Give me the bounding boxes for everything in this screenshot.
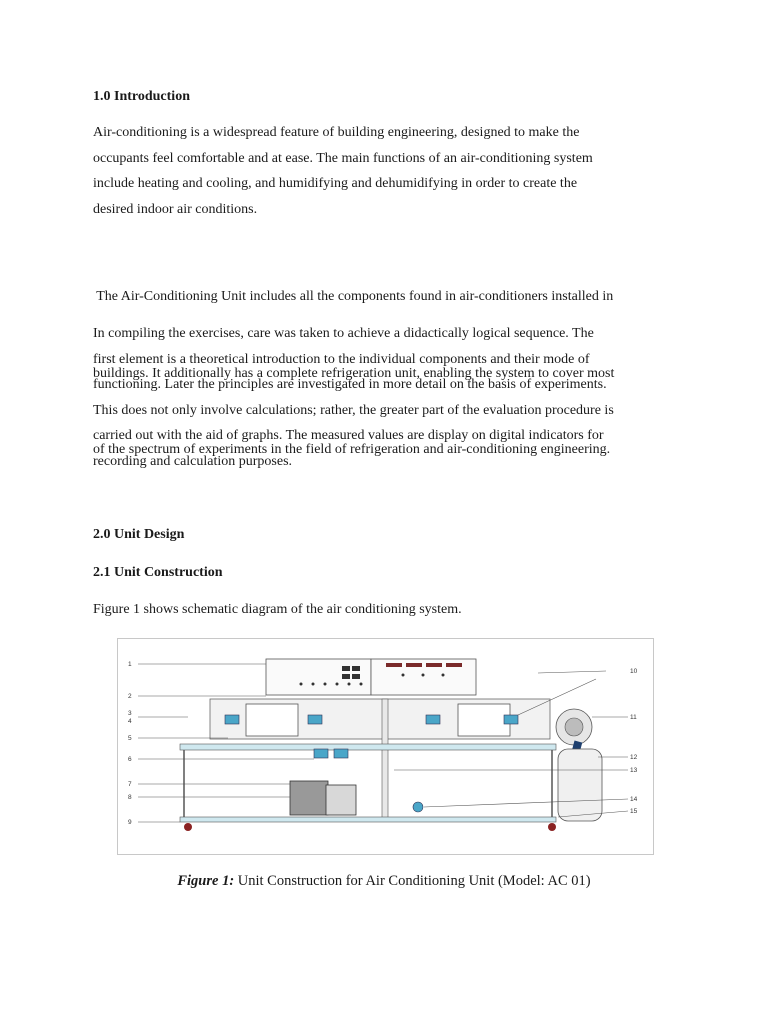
text-line: desired indoor air conditions. [93, 201, 258, 217]
text-line: The Air-Conditioning Unit includes all the components found in air-conditioners installed in [93, 289, 614, 304]
text-line: include heating and cooling, and humidifying and dehumidifying in order to create the [93, 176, 578, 191]
unit-construction-heading: 2.1 Unit Construction [93, 565, 223, 580]
callout-label: 4 [128, 718, 132, 725]
figure-1-caption [0, 873, 768, 890]
frame-top-rail [180, 744, 556, 750]
callout-label: 1 [128, 661, 132, 668]
text-line: In compiling the exercises, care was taken to achieve a didactically logical sequence. The [93, 326, 594, 341]
callout-label: 6 [128, 756, 132, 763]
evaporator-section [458, 704, 510, 736]
unit-design-heading: 2.0 Unit Design [93, 527, 185, 542]
text-line: carried out with the aid of graphs. The measured values are display on digital indicators for [93, 428, 604, 443]
condenser [326, 785, 356, 815]
caption-label: Figure 1: [177, 873, 235, 889]
intro-paragraph-3 [93, 321, 653, 474]
text-line: buildings. It additionally has a complete refrigeration unit, enabling the system to cover most [93, 365, 615, 381]
caption-text: Unit Construction for Air Conditioning Unit (Model: AC 01) [234, 873, 591, 889]
text-line: first element is a theoretical introduction to the individual components and their mode of [93, 351, 590, 367]
callout-label: 11 [630, 714, 637, 721]
callout-label: 15 [630, 808, 638, 815]
pump-icon [413, 802, 423, 812]
figure-intro-paragraph: Figure 1 shows schematic diagram of the air conditioning system. [93, 602, 462, 617]
callout-label: 7 [128, 781, 132, 788]
callout-label: 13 [630, 767, 638, 774]
text-line: of the spectrum of experiments in the field of refrigeration and air-conditioning engineering. [93, 442, 611, 457]
callout-label: 10 [630, 668, 638, 675]
callout-label: 5 [128, 735, 132, 742]
vertical-pipe [382, 699, 388, 819]
text-line: functioning. Later the principles are investigated in more detail on the basis of experiments. [93, 377, 607, 392]
intro-heading: 1.0 Introduction [93, 89, 190, 104]
compressor [290, 781, 328, 815]
text-line: recording and calculation purposes. [93, 453, 293, 469]
callout-label: 9 [128, 819, 132, 826]
callout-label: 12 [630, 754, 638, 761]
frame-base-rail [180, 817, 556, 822]
water-tank [558, 749, 602, 821]
heater-section [246, 704, 298, 736]
intro-paragraph-1 [93, 120, 653, 222]
callout-label: 8 [128, 794, 132, 801]
wheel-icon [184, 823, 192, 831]
callout-label: 3 [128, 710, 132, 717]
callout-label: 14 [630, 796, 638, 803]
ac-unit-schematic [118, 639, 653, 854]
text-line: occupants feel comfortable and at ease. The main functions of an air-conditioning system [93, 150, 593, 166]
text-line: Air-conditioning is a widespread feature of building engineering, designed to make the [93, 125, 580, 140]
wheel-icon [548, 823, 556, 831]
text-line: This does not only involve calculations; rather, the greater part of the evaluation procedure is [93, 402, 614, 418]
callout-label: 2 [128, 693, 132, 700]
figure-1-diagram [117, 638, 654, 855]
